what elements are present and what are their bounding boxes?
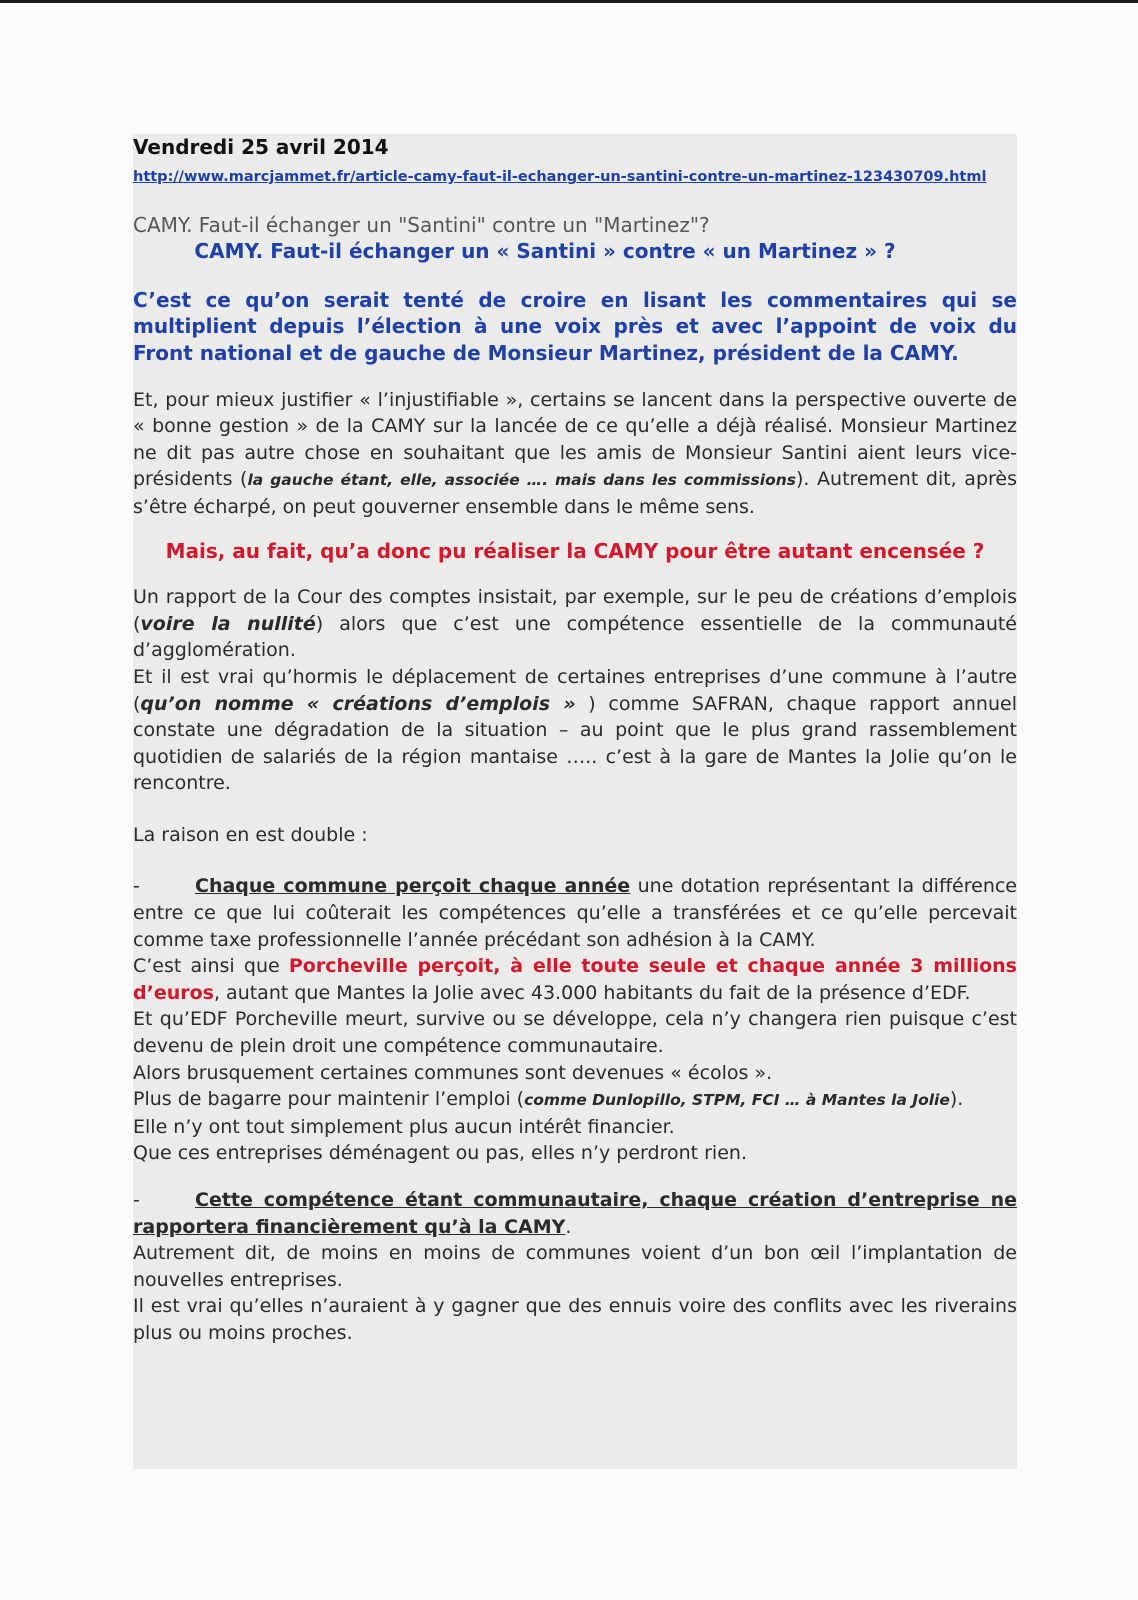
line-edf: Et qu’EDF Porcheville meurt, survive ou se développe, cela n’y changera rien puisque c’est devenu de plein droit une compétence communautaire.	[133, 1008, 1017, 1058]
paragraph-text-end: ) alors que c’est une compétence essentielle de la communauté d’agglomération.	[133, 612, 1017, 662]
line-ennuis: Il est vrai qu’elles n’auraient à y gagner que des ennuis voire des conflits avec les riverains plus ou moins proches.	[133, 1295, 1017, 1344]
title-bold: CAMY. Faut-il échanger un « Santini » contre « un Martinez » ?	[194, 239, 896, 264]
emphasis-text: la gauche étant, elle, associée …. mais dans les commissions	[247, 471, 796, 490]
bullet-lead: Chaque commune perçoit chaque année	[195, 875, 631, 898]
bullet-competence	[133, 1187, 1017, 1240]
emphasis-text: voire la nullité	[140, 612, 316, 635]
paragraph-text: Un rapport de la Cour des comptes insistait, par exemple, sur le peu de créations d’emplois (	[133, 586, 1017, 635]
emphasis-text: qu’on nomme « créations d’emplois »	[140, 692, 576, 715]
paragraph-text: Et, pour mieux justifier « l’injustifiable », certains se lancent dans la perspective ouverte de « bonne gestion » de la CAMY sur la lancée de ce qu’elle a déjà réalisé. Monsieur Martinez ne dit pas autre chose en souhaitant que les amis de Monsieur Santini aient leurs vice-présidents (	[133, 388, 1017, 491]
reason-intro: La raison en est double :	[133, 823, 368, 846]
paragraph-justification	[133, 387, 1017, 521]
line-text: C’est ainsi que	[133, 955, 289, 978]
line-bagarre	[133, 1086, 1017, 1114]
intro-paragraph: C’est ce qu’on serait tenté de croire en lisant les commentaires qui se multiplient depuis l’élection à une voix près et avec l’appoint de voix du Front national et de gauche de Monsieur Martinez, président de la CAMY.	[133, 287, 1017, 365]
scan-top-edge	[0, 0, 1138, 3]
article	[133, 134, 1017, 1347]
paragraph-text: Et il est vrai qu’hormis le déplacement de certaines entreprises d’une commune à l’autre (	[133, 665, 1017, 715]
article-url[interactable]: http://www.marcjammet.fr/article-camy-faut-il-echanger-un-santini-contre-un-martinez-123430709.html	[133, 169, 987, 185]
line-text-end: ).	[949, 1088, 964, 1111]
bullet-text-end: .	[565, 1215, 572, 1238]
line-oeil: Autrement dit, de moins en moins de communes voient d’un bon œil l’implantation de nouvelles entreprises.	[133, 1242, 1017, 1291]
paragraph-text-end: ). Autrement dit, après s’être écharpé, on peut gouverner ensemble dans le même sens.	[133, 468, 1017, 518]
line-ecolos: Alors brusquement certaines communes sont devenues « écolos ».	[133, 1061, 773, 1084]
paragraph-safran	[133, 664, 1017, 797]
bullet-dash: -	[133, 875, 140, 898]
emphasis-text: comme Dunlopillo, STPM, FCI … à Mantes la Jolie	[524, 1091, 950, 1110]
highlight-text: Porcheville perçoit, à elle toute seule et chaque année 3 millions d’euros	[133, 955, 1017, 1004]
article-date: Vendredi 25 avril 2014	[133, 135, 389, 159]
bullet-dotation	[133, 873, 1017, 953]
line-demenagent: Que ces entreprises déménagent ou pas, elles n’y perdront rien.	[133, 1142, 747, 1165]
line-interet: Elle n’y ont tout simplement plus aucun intérêt financier.	[133, 1115, 675, 1138]
title-plain: CAMY. Faut-il échanger un "Santini" contre un "Martinez"?	[133, 212, 710, 237]
bullet-text: une dotation représentant la différence entre ce que lui coûterait les compétences qu’elle a transférées et ce qu’elle percevait comme taxe professionnelle l’année précédant son adhésion à la CAMY.	[133, 875, 1017, 951]
paragraph-text-end: ) comme SAFRAN, chaque rapport annuel constate une dégradation de la situation – au point que le plus grand rassemblement quotidien de salariés de la région mantaise ….. c’est à la gare de Mantes la Jolie qu’on le rencontre.	[133, 692, 1017, 795]
line-porcheville	[133, 953, 1017, 1006]
bullet-dash: -	[133, 1189, 140, 1211]
bullet-lead: Cette compétence étant communautaire, chaque création d’entreprise ne rapportera financièrement qu’à la CAMY	[133, 1189, 1017, 1238]
section-heading: Mais, au fait, qu’a donc pu réaliser la CAMY pour être autant encensée ?	[165, 538, 985, 563]
line-text: Plus de bagarre pour maintenir l’emploi (	[133, 1088, 525, 1111]
paragraph-cour-des-comptes	[133, 584, 1017, 664]
line-text-end: , autant que Mantes la Jolie avec 43.000 habitants du fait de la présence d’EDF.	[213, 981, 971, 1004]
